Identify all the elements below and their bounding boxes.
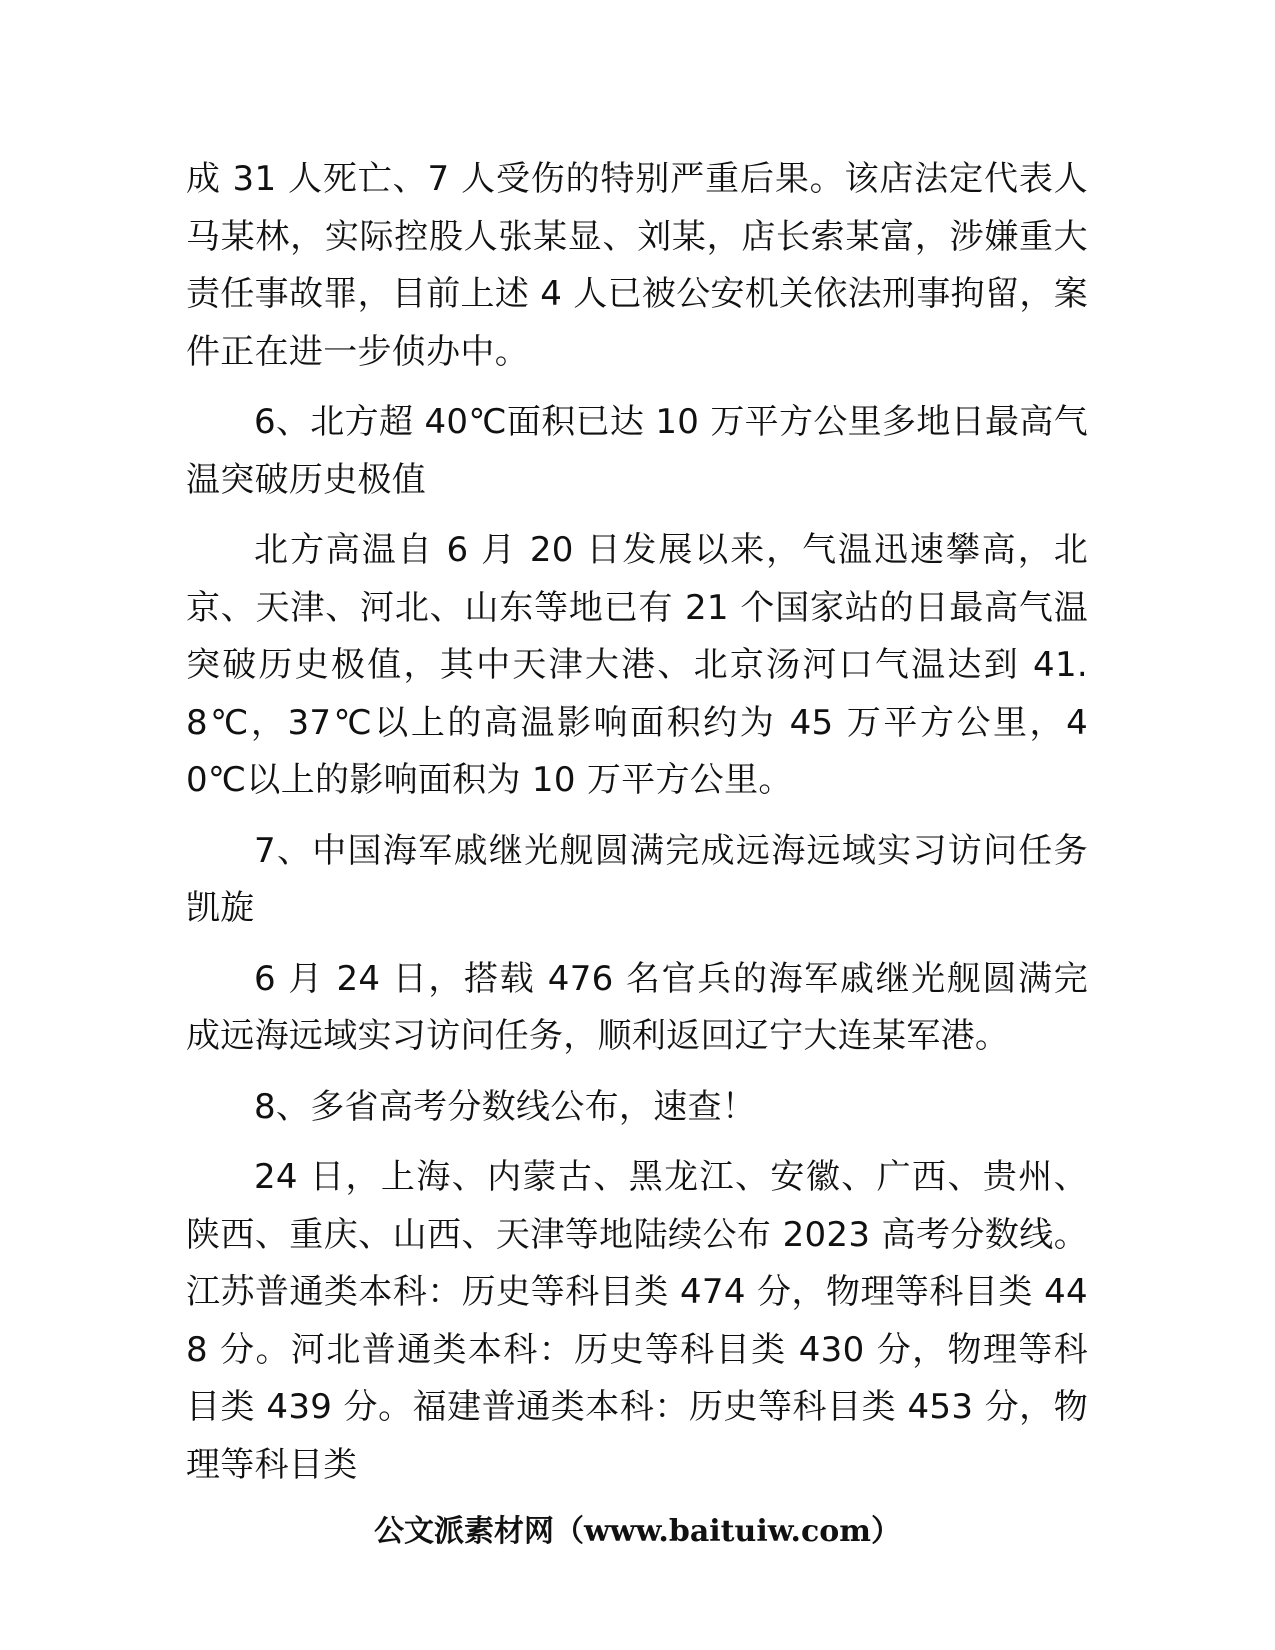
paragraph-item-6: 北方高温自 6 月 20 日发展以来，气温迅速攀高，北京、天津、河北、山东等地已有 21 个国家站的日最高气温突破历史极值，其中天津大港、北京汤河口气温达到 41.8℃，37℃以上的高温影响面积约为 45 万平方公里，40℃以上的影响面积为 10 万平方公里。: [186, 530, 1088, 800]
heading-item-7: 7、中国海军戚继光舰圆满完成远海远域实习访问任务凯旋: [186, 830, 1088, 928]
paragraph-item-8: 24 日，上海、内蒙古、黑龙江、安徽、广西、贵州、陕西、重庆、山西、天津等地陆续公布 2023 高考分数线。江苏普通类本科：历史等科目类 474 分，物理等科目类 448 分。河北普通类本科：历史等科目类 430 分，物理等科目类 439 分。福建普通类本科：历史等科目类 453 分，物理等科目类: [186, 1157, 1088, 1485]
paragraph-1: 成 31 人死亡、7 人受伤的特别严重后果。该店法定代表人马某林，实际控股人张某显、刘某，店长索某富，涉嫌重大责任事故罪，目前上述 4 人已被公安机关依法刑事拘留，案件正在进一步侦办中。: [186, 159, 1088, 372]
heading-item-6: 6、北方超 40℃面积已达 10 万平方公里多地日最高气温突破历史极值: [186, 402, 1088, 500]
paragraph-item-7: 6 月 24 日，搭载 476 名官兵的海军戚继光舰圆满完成远海远域实习访问任务，顺利返回辽宁大连某军港。: [186, 958, 1088, 1056]
document-body: [186, 151, 1088, 1507]
heading-item-8: 8、多省高考分数线公布，速查！: [254, 1086, 757, 1127]
page-footer: 公文派素材网（www.baituiw.com）: [373, 1514, 902, 1549]
